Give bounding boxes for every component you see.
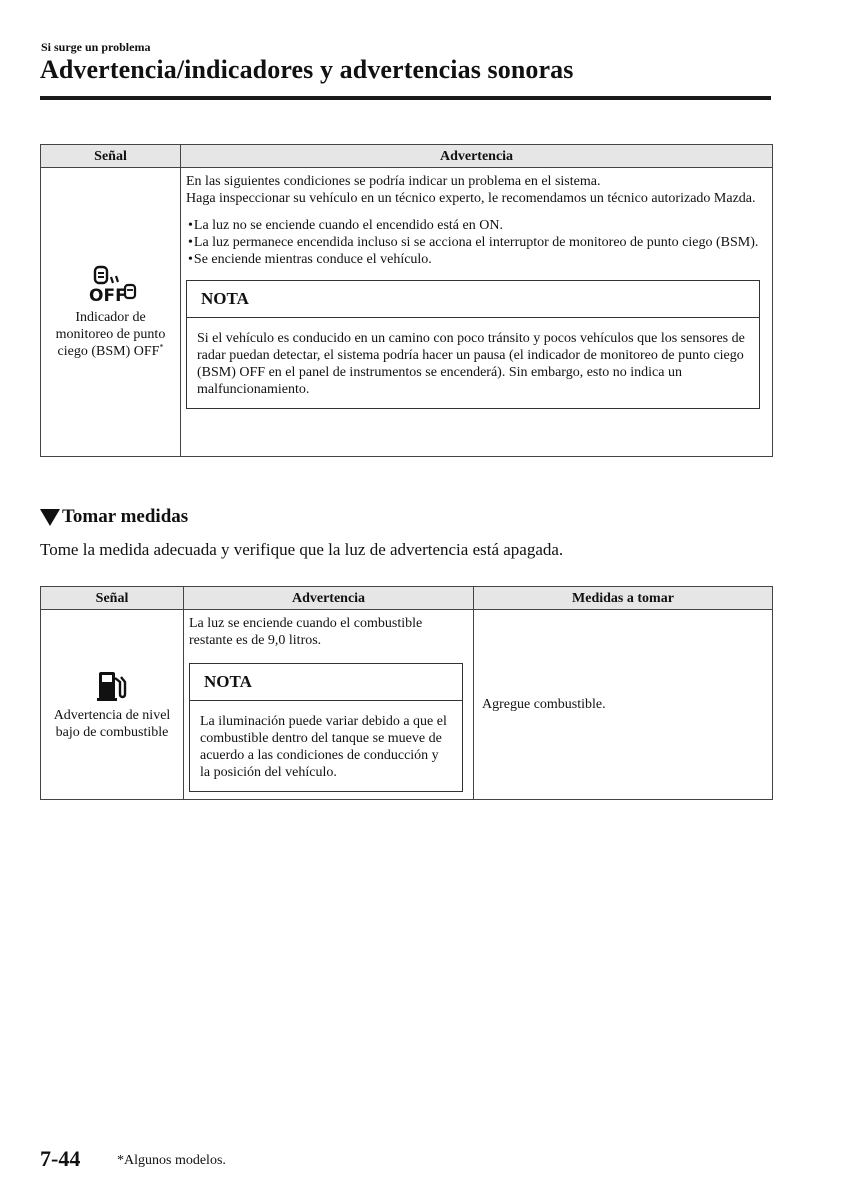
warning-intro bbox=[186, 173, 760, 207]
signal-name-line: monitoreo de punto bbox=[55, 326, 166, 342]
column-header-warning: Advertencia bbox=[181, 145, 773, 168]
warning-cell bbox=[181, 168, 773, 457]
fuel-pump-icon bbox=[95, 669, 129, 703]
note-text: Si el vehículo es conducido en un camino con poco tránsito y pocos vehículos que los sensores de radar puedan detectar, el sistema podría hacer un pausa (el indicador de monitoreo de punto ciego (BSM) OFF en el panel de instrumentos se encenderá). Sin embargo, esto no indica un malfuncionamiento. bbox=[197, 331, 745, 397]
column-header-action: Medidas a tomar bbox=[474, 587, 773, 610]
action-text: Agregue combustible. bbox=[482, 697, 606, 712]
warning-text: La luz se enciende cuando el combustible restante es de 9,0 litros. bbox=[189, 616, 423, 648]
signal-name-line: Advertencia de nivel bbox=[53, 707, 171, 723]
signal-name-line: Indicador de bbox=[75, 309, 146, 325]
footnote: *Algunos modelos. bbox=[117, 1153, 226, 1168]
intro-line: En las siguientes condiciones se podría indicar un problema en el sistema. bbox=[186, 174, 601, 189]
section-lead: Tome la medida adecuada y verifique que la luz de advertencia está apagada. bbox=[40, 540, 564, 559]
signal-cell bbox=[41, 168, 181, 457]
footnote-mark: * bbox=[159, 341, 164, 351]
triangle-down-icon bbox=[40, 509, 60, 526]
list-item: • La luz permanece encendida incluso si se acciona el interruptor de monitoreo de punto ciego (BSM). bbox=[186, 234, 760, 251]
condition-list bbox=[186, 217, 760, 268]
svg-text:OFF: OFF bbox=[88, 285, 127, 305]
column-header-signal: Señal bbox=[41, 587, 184, 610]
note-box bbox=[186, 280, 760, 409]
bsm-warning-table bbox=[40, 144, 773, 457]
title-rule bbox=[40, 96, 771, 100]
section-label: Si surge un problema bbox=[41, 40, 151, 54]
table-row bbox=[41, 610, 773, 800]
page-number: 7-44 bbox=[40, 1146, 81, 1171]
signal-cell bbox=[41, 610, 184, 800]
signal-name-line: bajo de combustible bbox=[55, 724, 169, 740]
fuel-warning-table bbox=[40, 586, 773, 800]
column-header-warning: Advertencia bbox=[184, 587, 474, 610]
warning-cell bbox=[184, 610, 474, 800]
bsm-off-icon bbox=[85, 265, 137, 305]
table-row bbox=[41, 168, 773, 457]
page-title: Advertencia/indicadores y advertencias sonoras bbox=[40, 55, 574, 84]
action-cell bbox=[474, 610, 773, 800]
section-heading-text: Tomar medidas bbox=[62, 506, 189, 527]
intro-line: Haga inspeccionar su vehículo en un técnico experto, le recomendamos un técnico autorizado Mazda. bbox=[186, 191, 756, 206]
table-header-row bbox=[41, 145, 773, 168]
column-header-signal: Señal bbox=[41, 145, 181, 168]
table-header-row bbox=[41, 587, 773, 610]
note-text: La iluminación puede variar debido a que el combustible dentro del tanque se mueve de acuerdo a las condiciones de conducción y la posición del vehículo. bbox=[200, 714, 447, 780]
list-item: • La luz no se enciende cuando el encendido está en ON. bbox=[186, 217, 760, 234]
section-heading bbox=[40, 506, 188, 528]
note-title: NOTA bbox=[187, 281, 759, 318]
note-box bbox=[189, 663, 463, 792]
note-title: NOTA bbox=[190, 664, 462, 701]
signal-name-line bbox=[41, 343, 180, 360]
list-item: • Se enciende mientras conduce el vehículo. bbox=[186, 251, 760, 268]
signal-name-text: ciego (BSM) OFF bbox=[57, 343, 160, 359]
